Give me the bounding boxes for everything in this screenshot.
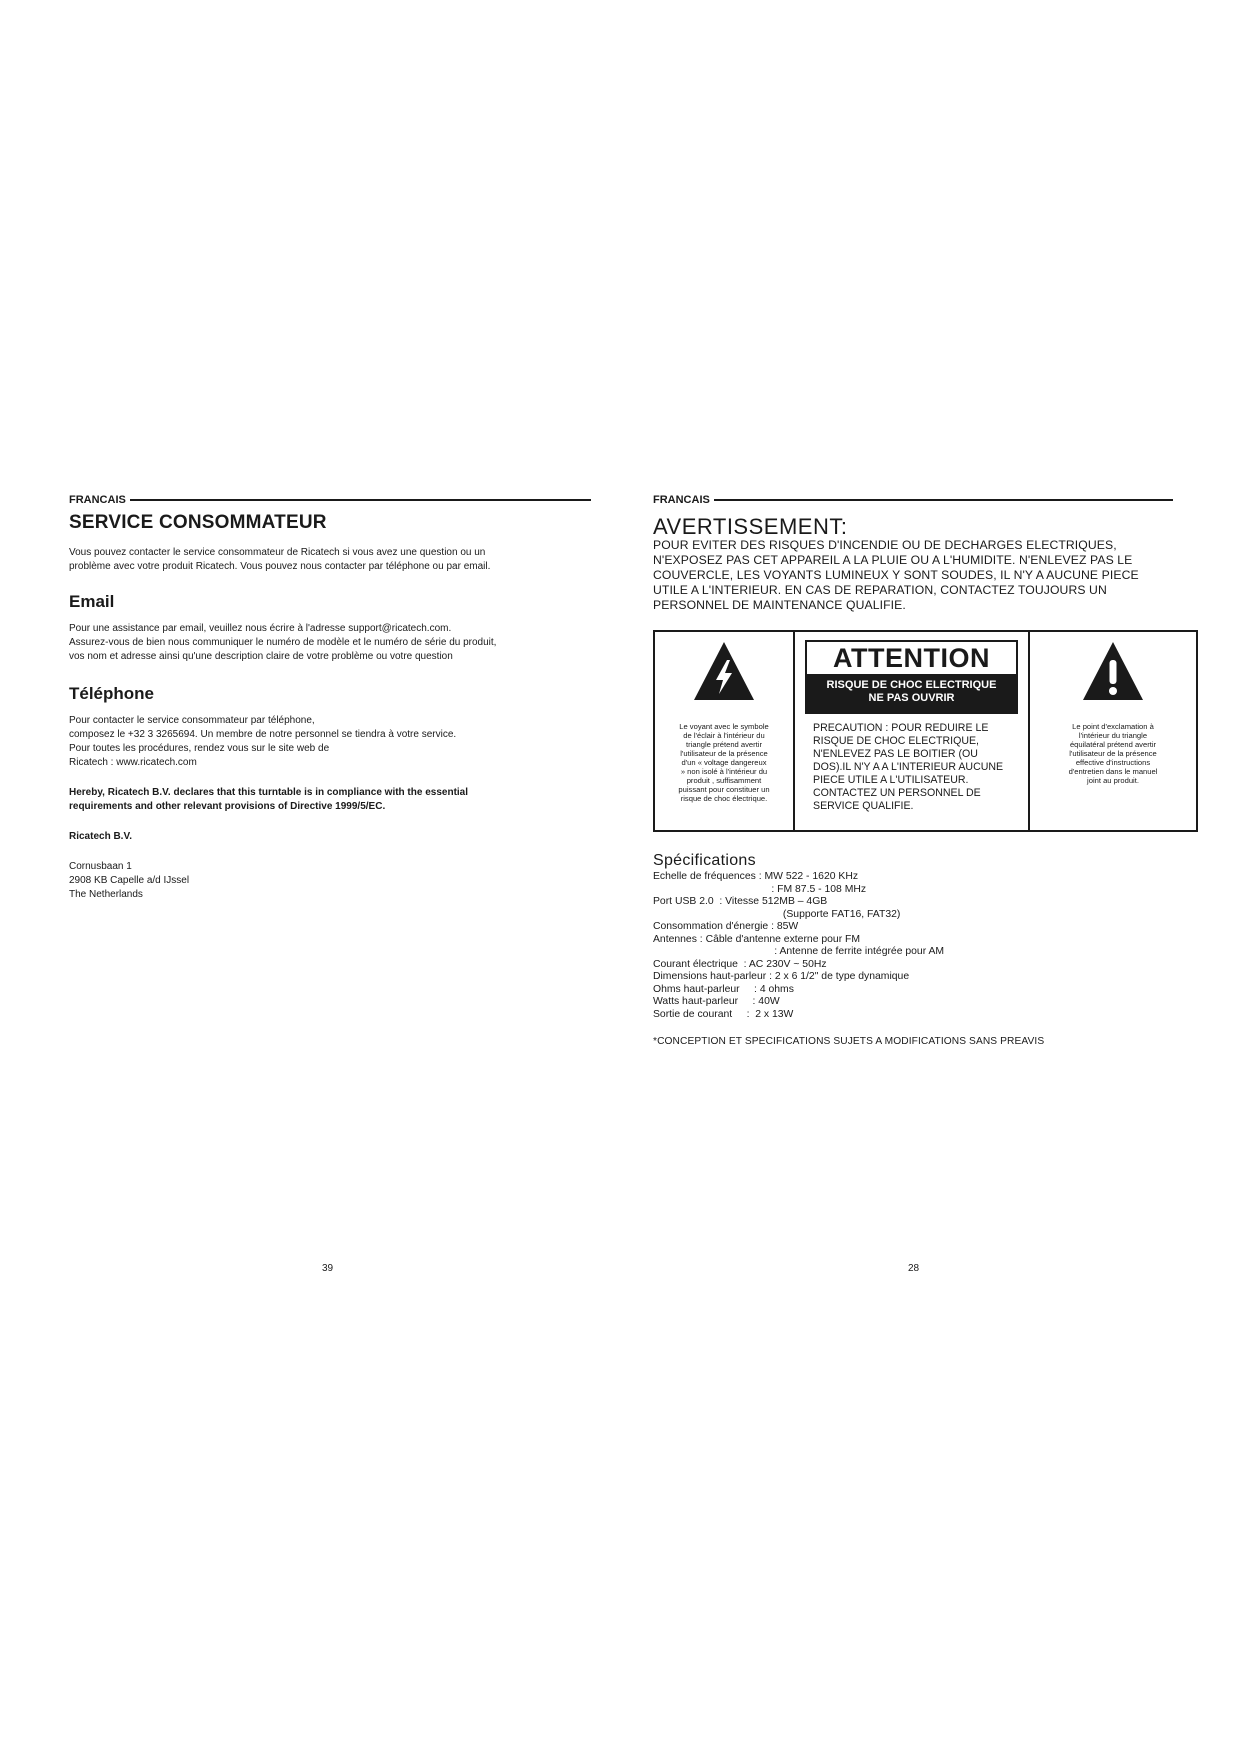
compliance-line-1: Hereby, Ricatech B.V. declares that this turntable is in compliance with the essential — [69, 787, 469, 798]
warning-line-2: N'EXPOSEZ PAS CET APPAREIL A LA PLUIE OU A L'HUMIDITE. N'ENLEVEZ PAS LE — [653, 553, 1133, 567]
warning-line-4: UTILE A L'INTERIEUR. EN CAS DE REPARATION, CONTACTEZ TOUJOURS UN — [653, 583, 1107, 597]
attention-middle-panel — [795, 632, 1030, 830]
warning-title: AVERTISSEMENT: — [653, 514, 848, 539]
exclamation-description: Le point d'exclamation à l'intérieur du triangle équilatéral prétend avertir l'utilisateur de la présence effective d'instructions d'entretien dans le manuel joint au produit. — [1068, 722, 1158, 785]
right-page — [620, 0, 1240, 1754]
page-number: 28 — [908, 1263, 920, 1274]
attention-left-panel — [655, 632, 795, 830]
section-header — [69, 490, 591, 510]
phone-line-4: Ricatech : www.ricatech.com — [69, 757, 197, 768]
spec-line: Consommation d'énergie : 85W — [653, 921, 799, 932]
section-label: FRANCAIS — [653, 494, 710, 506]
spec-line: Echelle de fréquences : MW 522 - 1620 KHz — [653, 871, 859, 882]
specifications-footnote: *CONCEPTION ET SPECIFICATIONS SUJETS A MODIFICATIONS SANS PREAVIS — [653, 1036, 1045, 1047]
address-line-1: Cornusbaan 1 — [69, 861, 132, 872]
warning-line-1: POUR EVITER DES RISQUES D'INCENDIE OU DE DECHARGES ELECTRIQUES, — [653, 538, 1117, 552]
phone-line-3: Pour toutes les procédures, rendez vous sur le site web de — [69, 743, 330, 754]
spec-line: Port USB 2.0 : Vitesse 512MB – 4GB — [653, 896, 828, 907]
left-page — [0, 0, 620, 1754]
address-line-2: 2908 KB Capelle a/d IJssel — [69, 875, 190, 886]
spec-line: : Antenne de ferrite intégrée pour AM — [653, 946, 945, 957]
page-number: 39 — [322, 1263, 334, 1274]
warning-section — [653, 516, 1183, 613]
attention-risk-banner: RISQUE DE CHOC ELECTRIQUE NE PAS OUVRIR — [807, 674, 1016, 712]
lightning-description: Le voyant avec le symbole de l'éclair à l'intérieur du triangle prétend avertir l'utilisateur de la présence d'un « voltage dangereux » non isolé à l'intérieur du produit , suffisamment puissant pour constituer un risque de choc électrique. — [678, 722, 770, 803]
email-line-1: Pour une assistance par email, veuillez nous écrire à l'adresse support@ricatech.com. — [69, 623, 452, 634]
spec-line: Sortie de courant : 2 x 13W — [653, 1008, 794, 1020]
phone-heading: Téléphone — [69, 684, 155, 703]
spec-line: Ohms haut-parleur : 4 ohms — [653, 983, 794, 995]
intro-line-1: Vous pouvez contacter le service consommateur de Ricatech si vous avez une question ou un — [69, 547, 486, 558]
page-title: SERVICE CONSOMMATEUR — [69, 512, 327, 533]
specifications-section — [653, 852, 1193, 1021]
specifications-title: Spécifications — [653, 852, 756, 869]
spec-line: : FM 87.5 - 108 MHz — [653, 883, 867, 895]
header-rule — [714, 499, 1173, 501]
warning-line-5: PERSONNEL DE MAINTENANCE QUALIFIE. — [653, 598, 906, 612]
email-line-2: Assurez-vous de bien nous communiquer le numéro de modèle et le numéro de série du produit, — [69, 637, 497, 648]
spec-line: Courant électrique : AC 230V ~ 50Hz — [653, 958, 827, 970]
section-header — [653, 490, 1173, 510]
address-line-3: The Netherlands — [69, 889, 143, 900]
email-line-3: vos nom et adresse ainsi qu'une description claire de votre problème ou votre question — [69, 651, 453, 662]
header-rule — [130, 499, 591, 501]
customer-service-section — [69, 512, 589, 902]
email-heading: Email — [69, 592, 115, 611]
section-label: FRANCAIS — [69, 494, 126, 506]
exclamation-warning-icon — [1081, 640, 1145, 704]
phone-line-1: Pour contacter le service consommateur par téléphone, — [69, 715, 315, 726]
spec-line: Antennes : Câble d'antenne externe pour FM — [653, 933, 861, 945]
attention-banner — [805, 640, 1018, 714]
phone-line-2: composez le +32 3 3265694. Un membre de notre personnel se tiendra à votre service. — [69, 729, 457, 740]
lightning-warning-icon — [692, 640, 756, 704]
attention-box — [653, 630, 1198, 832]
company-name: Ricatech B.V. — [69, 831, 132, 842]
precaution-text: PRECAUTION : POUR REDUIRE LE RISQUE DE CHOC ELECTRIQUE, N'ENLEVEZ PAS LE BOITIER (OU DOS).IL N'Y A A L'INTERIEUR AUCUNE PIECE UTILE A L'UTILISATEUR. CONTACTEZ UN PERSONNEL DE SERVICE QUALIFIE. — [813, 722, 1004, 812]
compliance-line-2: requirements and other relevant provisions of Directive 1999/5/EC. — [69, 801, 386, 812]
spec-line: (Supporte FAT16, FAT32) — [653, 908, 901, 920]
spec-line: Watts haut-parleur : 40W — [653, 996, 780, 1007]
warning-line-3: COUVERCLE, LES VOYANTS LUMINEUX Y SONT SOUDES, IL N'Y A AUCUNE PIECE — [653, 568, 1139, 582]
attention-right-panel — [1030, 632, 1196, 830]
spec-line: Dimensions haut-parleur : 2 x 6 1/2" de type dynamique — [653, 971, 910, 982]
intro-line-2: problème avec votre produit Ricatech. Vous pouvez nous contacter par téléphone ou par email. — [69, 561, 491, 572]
attention-word: ATTENTION — [833, 642, 990, 673]
